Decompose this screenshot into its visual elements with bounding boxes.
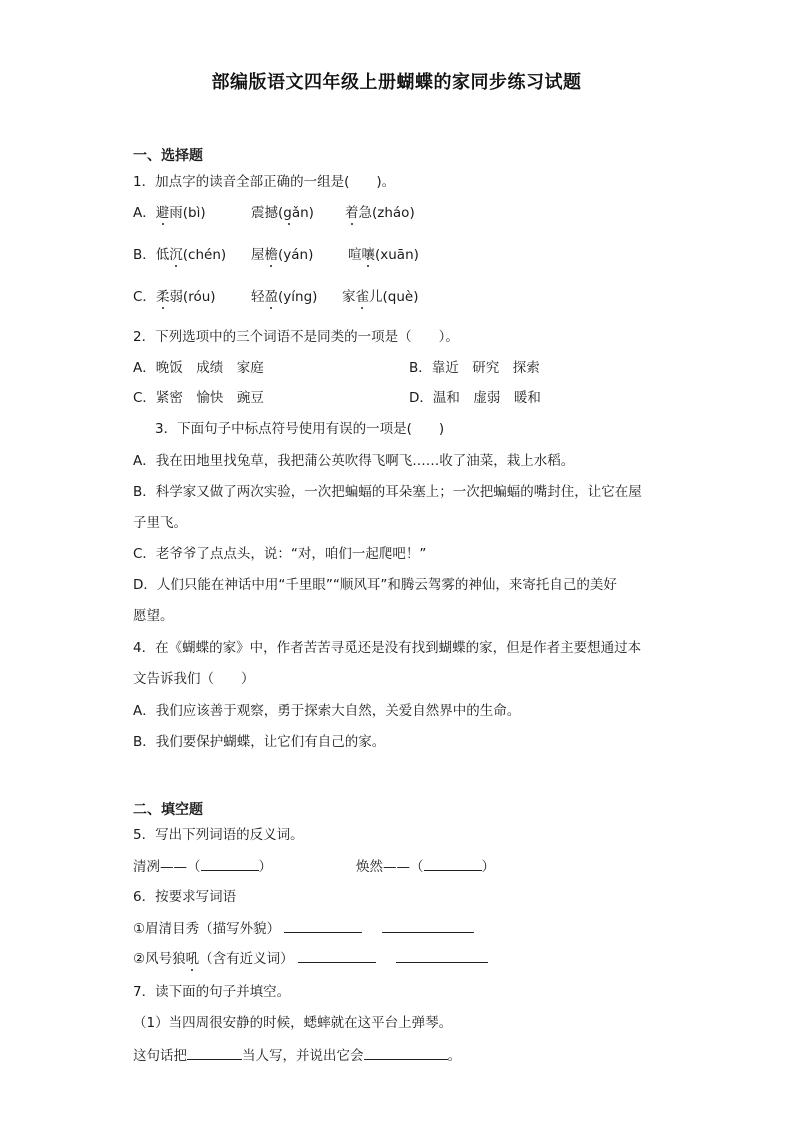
q3-option-d: D．人们只能在神话中用“千里眼”“顺风耳”和腾云驾雾的神仙，来寄托自己的美好 bbox=[133, 577, 617, 593]
q5-blank-2[interactable] bbox=[424, 856, 482, 871]
q3-option-a: A．我在田地里找兔草，我把蒲公英吹得飞啊飞……收了油菜，栽上水稻。 bbox=[133, 453, 575, 469]
q1-option-b: B．低沉(chén) 屋檐(yán) 喧嚷(xuān) bbox=[133, 247, 419, 263]
q3-option-b-cont: 子里飞。 bbox=[133, 515, 187, 531]
q1-stem: 1．加点字的读音全部正确的一组是( )。 bbox=[133, 174, 396, 190]
q6-blank-2b[interactable] bbox=[396, 948, 488, 963]
q2-stem: 2．下列选项中的三个词语不是同类的一项是（ ）。 bbox=[133, 329, 459, 345]
q4-stem-cont: 文告诉我们（ ） bbox=[133, 671, 255, 687]
q3-option-b: B．科学家又做了两次实验，一次把蝙蝠的耳朵塞上；一次把蝙蝠的嘴封住，让它在屋 bbox=[133, 484, 642, 500]
q6-blank-1a[interactable] bbox=[284, 918, 362, 933]
q5-stem: 5．写出下列词语的反义词。 bbox=[133, 827, 304, 843]
page-title: 部编版语文四年级上册蝴蝶的家同步练习试题 bbox=[211, 72, 582, 93]
q6-item-1: ①眉清目秀（描写外貌） bbox=[133, 918, 474, 939]
q6-item-2: ②风号狼吼（含有近义词） bbox=[133, 948, 488, 969]
q7-sentence: （1）当四周很安静的时候，蟋蟀就在这平台上弹琴。 bbox=[133, 1015, 453, 1031]
q2-option-b: B．靠近 研究 探索 bbox=[409, 360, 540, 376]
q2-option-a: A．晚饭 成绩 家庭 bbox=[133, 360, 264, 376]
q2-option-d: D．温和 虚弱 暖和 bbox=[409, 390, 541, 406]
q6-stem: 6．按要求写词语 bbox=[133, 889, 237, 905]
q4-stem: 4．在《蝴蝶的家》中，作者苦苦寻觅还是没有找到蝴蝶的家，但是作者主要想通过本 bbox=[133, 640, 642, 656]
q7-blank-2[interactable] bbox=[364, 1045, 448, 1060]
q6-blank-1b[interactable] bbox=[382, 918, 474, 933]
q7-blank-1[interactable] bbox=[187, 1045, 242, 1060]
section-heading-fill: 二、填空题 bbox=[133, 802, 203, 818]
q1-option-c: C．柔弱(róu) 轻盈(yíng) 家雀儿(què) bbox=[133, 289, 419, 305]
q3-stem: 3．下面句子中标点符号使用有误的一项是( ) bbox=[155, 421, 445, 437]
q7-fill-line: 这句话把 当人写，并说出它会 。 bbox=[133, 1045, 461, 1066]
q5-item-2: 焕然——（ ） bbox=[356, 856, 495, 877]
q4-option-b: B．我们要保护蝴蝶，让它们有自己的家。 bbox=[133, 734, 386, 750]
q5-item-1: 清冽——（ ） bbox=[133, 856, 272, 877]
q3-option-d-cont: 愿望。 bbox=[133, 608, 174, 624]
q7-stem: 7．读下面的句子并填空。 bbox=[133, 984, 291, 1000]
q5-blank-1[interactable] bbox=[201, 856, 259, 871]
q6-blank-2a[interactable] bbox=[298, 948, 376, 963]
q1-option-a: A．避雨(bì) 震撼(gǎn) 着急(zháo) bbox=[133, 205, 415, 221]
q2-option-c: C．紧密 愉快 豌豆 bbox=[133, 390, 264, 406]
q4-option-a: A．我们应该善于观察，勇于探索大自然，关爱自然界中的生命。 bbox=[133, 703, 521, 719]
section-heading-choice: 一、选择题 bbox=[133, 148, 203, 164]
q3-option-c: C．老爷爷了点点头，说：“对，咱们一起爬吧！” bbox=[133, 546, 427, 562]
